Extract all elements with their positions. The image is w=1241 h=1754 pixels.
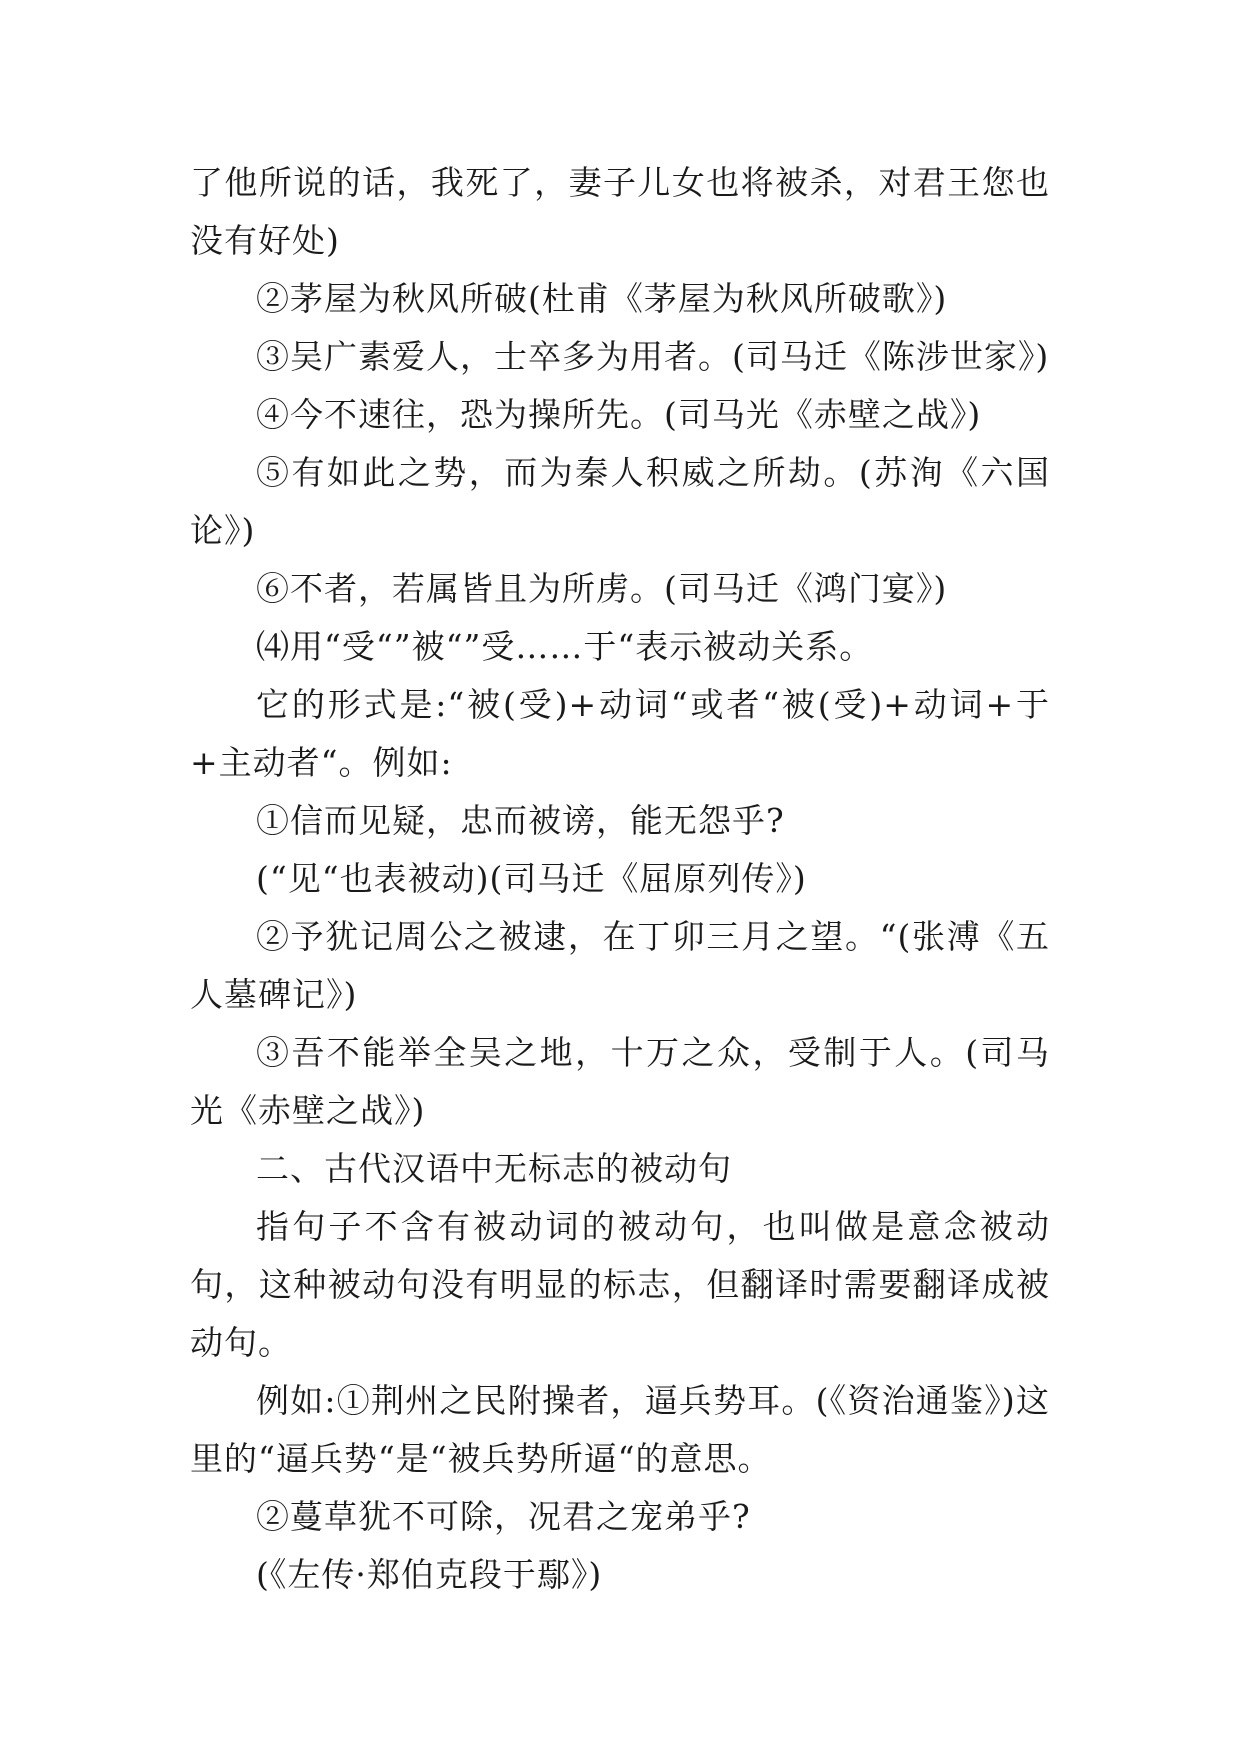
paragraph-11: ②予犹记周公之被逮，在丁卯三月之望。“(张溥《五人墓碑记》) — [190, 917, 1050, 1014]
section-heading: 二、古代汉语中无标志的被动句 — [256, 1149, 732, 1188]
paragraph-5: ⑤有如此之势，而为秦人积威之所劫。(苏洵《六国论》) — [190, 453, 1050, 550]
paragraph-12: ③吾不能举全吴之地，十万之众，受制于人。(司马光《赤壁之战》) — [190, 1033, 1050, 1130]
paragraph-8: 它的形式是:“被(受)+动词“或者“被(受)+动词+于+主动者“。例如: — [190, 685, 1050, 782]
paragraph-10: (“见“也表被动)(司马迁《屈原列传》) — [256, 859, 807, 898]
paragraph-2: ②茅屋为秋风所破(杜甫《茅屋为秋风所破歌》) — [256, 279, 948, 318]
paragraph-4: ④今不速往，恐为操所先。(司马光《赤壁之战》) — [256, 395, 982, 434]
paragraph-7: ⑷用“受“”被“”受……于“表示被动关系。 — [256, 627, 874, 666]
paragraph-16: ②蔓草犹不可除，况君之宠弟乎? — [256, 1497, 751, 1536]
paragraph-14: 指句子不含有被动词的被动句，也叫做是意念被动句，这种被动句没有明显的标志，但翻译时需要翻译成被动句。 — [190, 1207, 1050, 1362]
paragraph-1: 了他所说的话，我死了，妻子儿女也将被杀，对君王您也没有好处) — [190, 163, 1050, 260]
paragraph-9: ①信而见疑，忠而被谤，能无怨乎? — [256, 801, 785, 840]
paragraph-15: 例如:①荆州之民附操者，逼兵势耳。(《资治通鉴》)这里的“逼兵势“是“被兵势所逼“的意思。 — [190, 1381, 1050, 1478]
paragraph-17: (《左传·郑伯克段于鄢》) — [256, 1555, 603, 1594]
paragraph-6: ⑥不者，若属皆且为所虏。(司马迁《鸿门宴》) — [256, 569, 948, 608]
document-body — [190, 154, 1050, 1604]
paragraph-3: ③吴广素爱人，士卒多为用者。(司马迁《陈涉世家》) — [256, 337, 1050, 376]
